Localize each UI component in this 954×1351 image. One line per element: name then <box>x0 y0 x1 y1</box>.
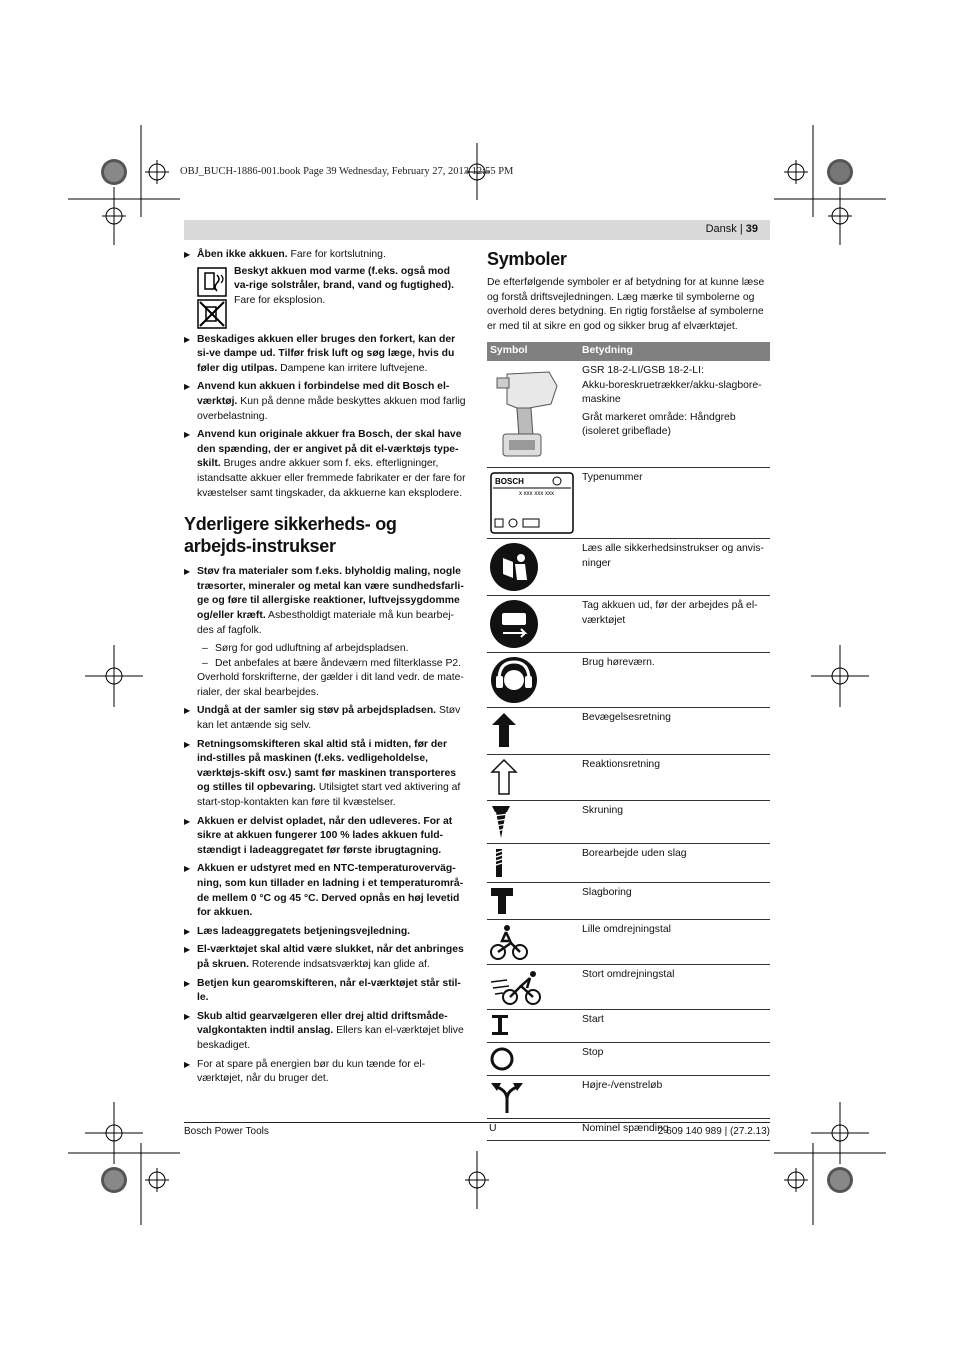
table-row: Reaktionsretning <box>487 755 770 801</box>
remove-battery-icon <box>489 599 539 649</box>
table-row: Slagboring <box>487 883 770 920</box>
table-row: Lille omdrejningstal <box>487 920 770 965</box>
symbols-heading: Symboler <box>487 249 567 269</box>
table-row: Stop <box>487 1043 770 1076</box>
reaction-arrow-icon <box>489 758 519 796</box>
print-slug: OBJ_BUCH-1886-001.book Page 39 Wednesday, February 27, 2013 12:55 PM <box>180 166 514 177</box>
table-header-row <box>487 342 770 361</box>
table-row: Skruning <box>487 801 770 844</box>
table-row: Borearbejde uden slag <box>487 844 770 883</box>
header-separator: | <box>739 223 743 235</box>
table-row: Tag akkuen ud, før der arbejdes på el-værktøjet <box>487 596 770 653</box>
slow-bike-icon <box>489 923 529 961</box>
col-meaning: Betydning <box>579 342 770 361</box>
paragraph: Overhold forskrifterne, der gælder i dit land vedr. de mate-rialer, der skal bearbejdes. <box>197 672 464 698</box>
no-water-icon <box>197 299 227 329</box>
header-language: Dansk <box>705 223 737 235</box>
stop-icon <box>489 1046 515 1072</box>
heat-warning-icon <box>197 267 227 297</box>
bullet-item: ▶ Retningsomskifteren skal altid stå i midten, før der ind-stilles på maskinen (f.eks. vedligeholdelse, værktøjs-skift osv.) samt før maskinen transporteres og stilles til opbevaring. Utilsigtet start ved aktivering af start-stop-kontakten kan føre til kvæstelser. <box>184 738 467 811</box>
screw-icon <box>489 804 513 840</box>
bullet-item: ▶ For at spare på energien bør du kun tænde for el-værktøjet, når du bruger det. <box>184 1058 467 1087</box>
left-column <box>184 248 467 1091</box>
bullet-item: ▶ Undgå at der samler sig støv på arbejdspladsen. Støv kan let antænde sig selv. <box>184 704 467 733</box>
bullet-item: ▶ Anvend kun akkuen i forbindelse med dit Bosch el-værktøj. Kun på denne måde beskyttes akkuen mod farlig overbelastning. <box>184 380 467 424</box>
table-row: BOSCH x xxx xxx xxx Typenummer <box>487 468 770 539</box>
table-row: GSR 18-2-LI/GSB 18-2-LI: Akku-boreskruetrækker/akku-slagbore-maskine Gråt markeret område: Håndgreb (isoleret gribeflade) <box>487 361 770 468</box>
plate-brand: BOSCH <box>495 477 524 487</box>
bullet-item: ▶ Læs ladeaggregatets betjeningsvejledning. <box>184 925 467 940</box>
table-row: Læs alle sikkerhedsinstrukser og anvis-ninger <box>487 539 770 596</box>
table-row: Stort omdrejningstal <box>487 965 770 1010</box>
direction-arrow-icon <box>489 1079 525 1115</box>
movement-arrow-icon <box>489 711 519 749</box>
hammer-icon <box>489 886 515 916</box>
bullet-item: ▶ Betjen kun gearomskifteren, når el-værktøjet står stil-le. <box>184 977 467 1006</box>
drill-icon <box>489 364 577 462</box>
plate-number: x xxx xxx xxx <box>519 491 555 498</box>
symbol-letter: U <box>487 1119 579 1141</box>
footer-brand: Bosch Power Tools <box>184 1126 269 1137</box>
type-plate-icon <box>489 471 575 535</box>
footer-docnumber: 2 609 140 989 | (27.2.13) <box>657 1126 770 1137</box>
bullet-item: ▶ Åben ikke akkuen. Fare for kortslutning. <box>184 248 467 263</box>
table-row: Højre-/venstreløb <box>487 1076 770 1119</box>
bullet-item: ▶ Anvend kun originale akkuer fra Bosch, der skal have den spænding, der er angivet på dit el-værktøjs type-skilt. Bruges andre akkuer som f. eks. efterligninger, istandsatte akkuer eller fremmede fabrikater er der fare for kvæstelser samt tingskader, da akkuerne kan eksplodere. <box>184 428 467 501</box>
bullet-item: ▶ El-værktøjet skal altid være slukket, når det anbringes på skruen. Roterende indsatsværktøj kan glide af. <box>184 943 467 972</box>
bullet-item: ▶ Støv fra materialer som f.eks. blyholdig maling, nogle træsorter, mineraler og metal kan være sundhedsfarli-ge og føre til allergiske reaktioner, luftvejssygdomme og/eller kræft. Asbestholdigt materiale må kun bearbej-des af fagfolk. <box>184 565 467 638</box>
dash-item: – Sørg for god udluftning af arbejdspladsen. <box>184 642 467 657</box>
dash-item: – Det anbefales at bære åndeværn med filterklasse P2. <box>184 657 467 672</box>
bullet-item: ▶ Akkuen er udstyret med en NTC-temperaturoverväg-ning, som kun tillader en ladning i et temperaturområ-de mellem 0 °C og 45 °C. Derved opnås en høj levetid for akkuen. <box>184 862 467 920</box>
bullet-item: ▶ Akkuen er delvist opladet, når den udleveres. For at sikre at akkuen fungerer 100 % lades akkuen fuld-stændigt i ladeaggregatet før første ibrugtagning. <box>184 815 467 859</box>
drill-bit-icon <box>489 847 509 879</box>
read-manual-icon <box>489 542 539 592</box>
table-row: Brug høreværn. <box>487 653 770 708</box>
bullet-item: ▶ Skub altid gearvælgeren eller drej altid driftsmåde-valgkontakten indtil anslag. Ellers kan el-værktøjet blive beskadiget. <box>184 1010 467 1054</box>
col-symbol: Symbol <box>487 342 579 361</box>
page-header <box>184 220 770 240</box>
section-heading: Yderligere sikkerheds- og arbejds-instrukser <box>184 514 397 557</box>
table-row: U Nominel spænding <box>487 1119 770 1141</box>
start-icon <box>489 1013 511 1037</box>
bullet-item: ▶ Beskadiges akkuen eller bruges den forkert, kan der si-ve dampe ud. Tilfør frisk luft og søg læge, hvis du føler dig utilpas. Dampene kan irritere luftvejene. <box>184 333 467 377</box>
page-number: 39 <box>745 223 758 235</box>
ear-protection-icon <box>489 656 539 704</box>
battery-heat-warning: Beskyt akkuen mod varme (f.eks. også mod va-rige solstråler, brand, vand og fugtighed). Fare for eksplosion. <box>184 249 467 329</box>
footer-rule <box>184 1122 770 1123</box>
table-row: Bevægelsesretning <box>487 708 770 755</box>
fast-bike-icon <box>489 968 545 1006</box>
symbols-intro: De efterfølgende symboler er af betydning for at kunne læse og forstå driftsvejledningen. Læg mærke til symbolerne og overhold deres betydning. En rigtig forståelse af symbolerne er med til at sikre en god og sikker brug af elværktøjet. <box>487 277 765 332</box>
right-column <box>487 248 770 1141</box>
symbols-table <box>487 342 770 1141</box>
table-row: Start <box>487 1010 770 1043</box>
